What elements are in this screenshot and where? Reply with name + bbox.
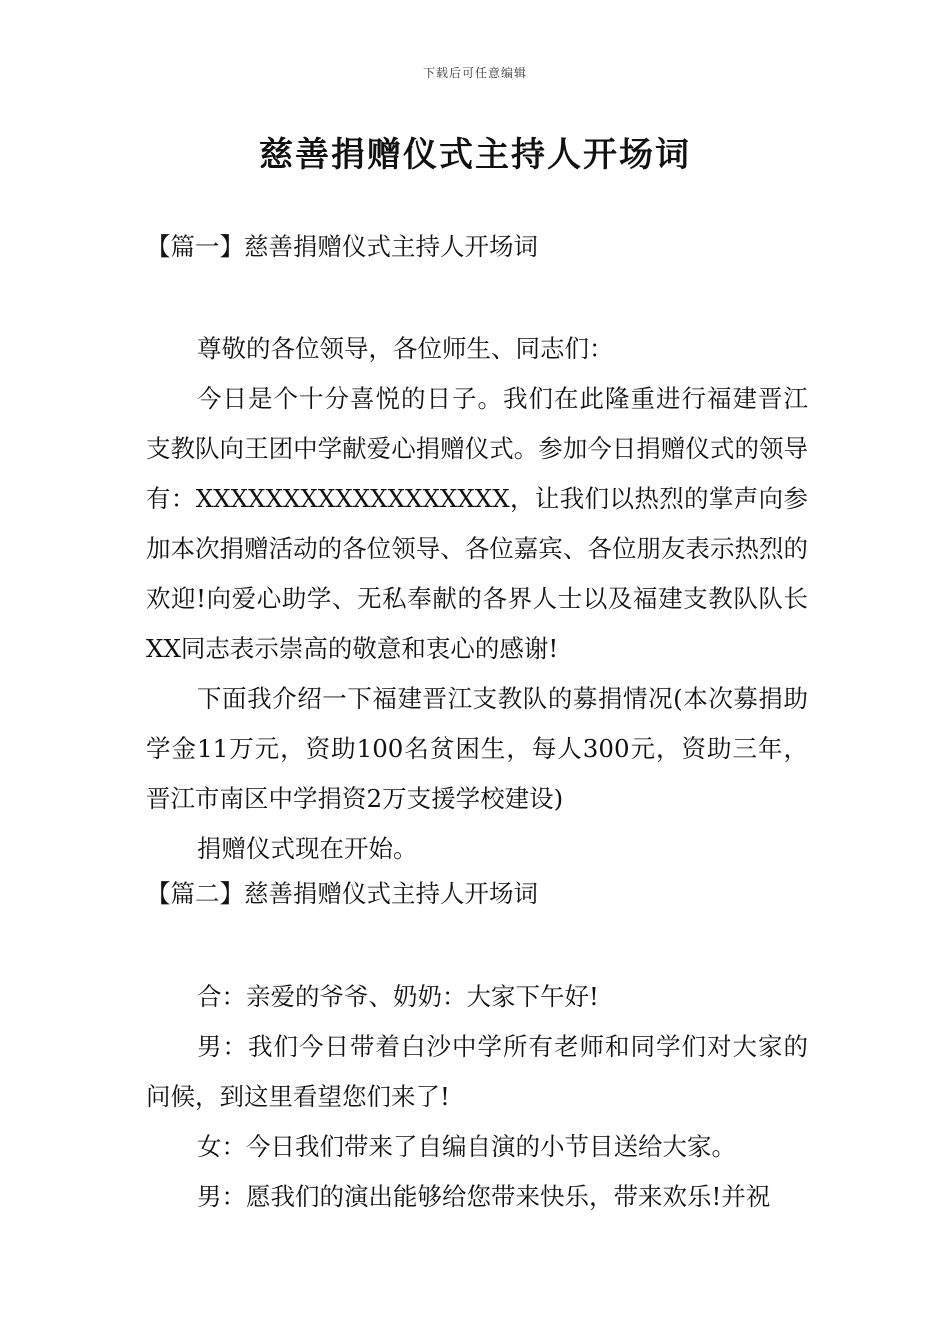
paragraph: 下面我介绍一下福建晋江支教队的募捐情况(本次募捐助学金11万元，资助100名贫困生，每人300元，资助三年，晋江市南区中学捐资2万支援学校建设) xyxy=(146,684,808,813)
section-heading-1: 【篇一】慈善捐赠仪式主持人开场词 xyxy=(146,232,538,261)
paragraph: 男：我们今日带着白沙中学所有老师和同学们对大家的问候，到这里看望您们来了! xyxy=(146,1032,808,1111)
paragraph: 合：亲爱的爷爷、奶奶：大家下午好! xyxy=(197,982,599,1011)
paragraph: 今日是个十分喜悦的日子。我们在此隆重进行福建晋江支教队向王团中学献爱心捐赠仪式。参加今日捐赠仪式的领导有：XXXXXXXXXXXXXXXXXX，让我们以热烈的掌声向参加本次捐赠活动的各位领导、各位嘉宾、各位朋友表示热烈的欢迎!向爱心助学、无私奉献的各界人士以及福建支教队队长XX同志表示崇高的敬意和衷心的感谢! xyxy=(146,384,808,663)
paragraph: 女：今日我们带来了自编自演的小节目送给大家。 xyxy=(197,1132,736,1161)
paragraph: 男：愿我们的演出能够给您带来快乐，带来欢乐!并祝 xyxy=(197,1182,771,1211)
paragraph: 尊敬的各位领导，各位师生、同志们： xyxy=(197,334,614,363)
document-title: 慈善捐赠仪式主持人开场词 xyxy=(259,135,691,175)
paragraph: 捐赠仪式现在开始。 xyxy=(197,834,418,863)
header-note: 下载后可任意编辑 xyxy=(422,66,527,80)
section-heading-2: 【篇二】慈善捐赠仪式主持人开场词 xyxy=(146,879,538,908)
